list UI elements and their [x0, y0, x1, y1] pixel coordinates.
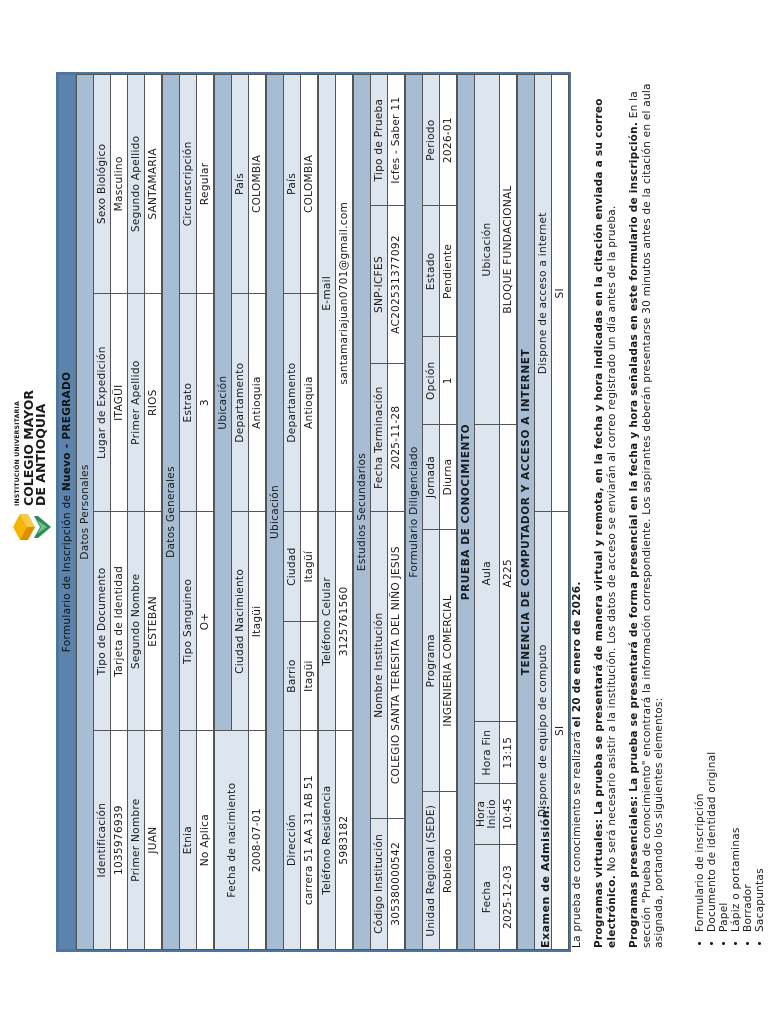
- label-period: Periodo: [423, 75, 440, 206]
- logo-line-2: COLEGIO MAYOR: [21, 390, 36, 506]
- value-program: INGENIERIA COMERCIAL: [440, 530, 457, 793]
- label-birth-country: País: [232, 75, 249, 294]
- value-period: 2026-01: [440, 75, 457, 206]
- label-neighborhood: Barrio: [284, 621, 301, 730]
- label-snp-icfes: SNP-ICFES: [371, 206, 388, 364]
- label-stratum: Estrato: [180, 293, 197, 512]
- value-identification: 1035976939: [111, 731, 128, 950]
- value-graduation-date: 2025-11-28: [388, 363, 405, 512]
- label-schedule: Jornada: [423, 425, 440, 530]
- value-birth-city: Itagüi: [249, 512, 266, 731]
- admission-heading: Examen de Admisión:: [539, 804, 552, 948]
- admission-intro-date: el 20 de enero de 2026.: [570, 581, 583, 728]
- value-school-code: 305380000542: [388, 818, 405, 949]
- form-title: [59, 75, 76, 950]
- label-mobile-phone: Teléfono Celular: [319, 512, 336, 731]
- required-items-list: [694, 68, 766, 948]
- value-has-computer: SI: [552, 512, 569, 950]
- label-home-phone: Teléfono Residencia: [319, 731, 336, 950]
- value-birth-country: COLOMBIA: [249, 75, 266, 294]
- value-city: Itagüí: [301, 512, 318, 621]
- section-header-residence: Ubicación: [267, 75, 284, 950]
- label-ethnicity: Etnia: [180, 731, 197, 950]
- label-birth-date: Fecha de nacimiento: [215, 731, 249, 950]
- label-first-surname: Primer Apellido: [128, 293, 145, 512]
- value-birth-date: 2008-07-01: [249, 731, 266, 950]
- knowledge-test-table: [457, 74, 517, 950]
- label-birth-department: Departamento: [232, 293, 249, 512]
- form-title-prefix: Formulario de Inscripción de: [61, 494, 73, 653]
- label-identification: Identificación: [94, 731, 111, 950]
- list-item: • Documento de identidad original: [706, 68, 718, 932]
- registration-form: [56, 72, 571, 952]
- label-status: Estado: [423, 206, 440, 337]
- list-item: • Papel: [718, 68, 730, 932]
- list-item: • Borrador: [742, 68, 754, 932]
- value-sex: Masculino: [111, 75, 128, 294]
- label-exam-room: Aula: [475, 425, 500, 723]
- value-country: COLOMBIA: [301, 75, 318, 294]
- label-birth-city: Ciudad Nacimiento: [232, 512, 249, 731]
- label-school-name: Nombre Institución: [371, 512, 388, 818]
- section-header-filled: Formulario Diligenciado: [406, 75, 423, 950]
- admission-onsite-text: En la sección "Prueba de conocimiento" encontrará la información correspondiente. Los aspirantes deberán presentarse 30 minutos antes de la citación en el aula asignada, portando los siguientes elementos:: [628, 83, 665, 948]
- section-header-birth-location: Ubicación: [215, 75, 232, 731]
- label-email: E-mail: [319, 75, 336, 513]
- admission-virtual-bold: Programas virtuales: La prueba se presentará de manera virtual y remota, en la fecha y hora indicadas en la citación enviada a su correo electrónico.: [593, 98, 618, 948]
- value-snp-icfes: AC202531377092: [388, 206, 405, 364]
- admission-virtual: [593, 68, 618, 948]
- logo-emblem-icon: [12, 512, 52, 542]
- secondary-studies-table: [353, 74, 405, 950]
- label-city: Ciudad: [284, 512, 301, 621]
- label-second-surname: Segundo Apellido: [128, 75, 145, 294]
- list-item: • Formulario de inscripción: [694, 68, 706, 932]
- admission-onsite-bold: Programas presenciales: La prueba se presentará de forma presencial en la fecha y hora señaladas en este formulario de inscripción.: [628, 121, 640, 948]
- label-first-name: Primer Nombre: [128, 731, 145, 950]
- label-issue-place: Lugar de Expedición: [94, 293, 111, 512]
- form-title-bold: Nuevo - PREGRADO: [61, 371, 73, 492]
- label-test-type: Tipo de Prueba: [371, 75, 388, 206]
- general-data-table: [162, 74, 214, 950]
- logo-line-3: DE ANTIOQUIA: [33, 403, 48, 506]
- value-department: Antioquia: [301, 293, 318, 512]
- form-title-table: [58, 74, 76, 950]
- label-regional-unit: Unidad Regional (SEDE): [423, 792, 440, 950]
- value-school-name: COLEGIO SANTA TERESITA DEL NIÑO JESUS: [388, 512, 405, 818]
- value-exam-date: 2025-12-03: [500, 845, 517, 950]
- label-second-name: Segundo Nombre: [128, 512, 145, 731]
- logo-line-1: INSTITUCIÓN UNIVERSITARIA: [14, 400, 21, 506]
- section-header-internet: TENENCIA DE COMPUTADOR Y ACCESO A INTERNET: [518, 75, 535, 950]
- value-home-phone: 5983182: [336, 731, 353, 950]
- admission-intro: [571, 68, 584, 948]
- value-second-surname: SANTAMARIA: [145, 75, 162, 294]
- admission-intro-text: La prueba de conocimiento se realizará: [570, 730, 583, 948]
- label-country: País: [284, 75, 301, 294]
- value-first-surname: RIOS: [145, 293, 162, 512]
- label-school-code: Código Institución: [371, 818, 388, 949]
- value-test-type: Icfes - Saber 11: [388, 75, 405, 206]
- label-option: Opción: [423, 337, 440, 425]
- label-circumscription: Circunscripción: [180, 75, 197, 294]
- label-department: Departamento: [284, 293, 301, 512]
- section-header-general: Datos Generales: [163, 75, 180, 950]
- value-exam-end: 13:15: [500, 722, 517, 783]
- value-mobile-phone: 3125761560: [336, 512, 353, 731]
- institution-logo: [12, 390, 58, 542]
- birth-location-table: [214, 74, 266, 950]
- value-second-name: ESTEBAN: [145, 512, 162, 731]
- section-header-secondary: Estudios Secundarios: [354, 75, 371, 950]
- value-issue-place: ITAGÜI: [111, 293, 128, 512]
- admission-virtual-text: No será necesario asistir a la institución. Los datos de acceso se enviarán al correo registrado un día antes de la prueba.: [605, 205, 618, 872]
- value-blood-type: O+: [197, 512, 214, 731]
- value-email: santamariajuan0701@gmail.com: [336, 75, 353, 513]
- filled-form-table: [405, 74, 457, 950]
- value-option: 1: [440, 337, 457, 425]
- value-address: carrera 51 AA 31 AB 51: [301, 731, 318, 950]
- value-neighborhood: Itagüi: [301, 621, 318, 730]
- value-circumscription: Regular: [197, 75, 214, 294]
- label-program: Programa: [423, 530, 440, 793]
- admission-exam-section: [540, 68, 766, 948]
- section-header-exam: PRUEBA DE CONOCIMIENTO: [458, 75, 475, 950]
- label-exam-end: Hora Fin: [475, 722, 500, 783]
- value-exam-location: BLOQUE FUNDACIONAL: [500, 75, 517, 425]
- label-address: Dirección: [284, 731, 301, 950]
- label-blood-type: Tipo Sanguineo: [180, 512, 197, 731]
- label-exam-start: Hora Inicio: [475, 783, 500, 844]
- label-sex: Sexo Biológico: [94, 75, 111, 294]
- value-exam-room: A225: [500, 425, 517, 723]
- label-has-internet: Dispone de acceso a internet: [535, 75, 552, 513]
- value-stratum: 3: [197, 293, 214, 512]
- value-schedule: Diurna: [440, 425, 457, 530]
- list-item: • Lápiz o portaminas: [730, 68, 742, 932]
- contact-table: [318, 74, 353, 950]
- value-first-name: JUAN: [145, 731, 162, 950]
- value-document-type: Tarjeta de Identidad: [111, 512, 128, 731]
- value-status: Pendiente: [440, 206, 457, 337]
- label-has-computer: Dispone de equipo de computo: [535, 512, 552, 950]
- value-has-internet: SI: [552, 75, 569, 513]
- admission-onsite: [628, 68, 666, 948]
- personal-data-table: [76, 74, 162, 950]
- residence-table: [266, 74, 318, 950]
- list-item: • Sacapuntas: [754, 68, 766, 932]
- value-birth-department: Antioquia: [249, 293, 266, 512]
- value-exam-start: 10:45: [500, 783, 517, 844]
- label-exam-date: Fecha: [475, 845, 500, 950]
- label-document-type: Tipo de Documento: [94, 512, 111, 731]
- value-regional-unit: Robledo: [440, 792, 457, 950]
- label-graduation-date: Fecha Terminación: [371, 363, 388, 512]
- section-header-personal: Datos Personales: [77, 75, 94, 950]
- label-exam-location: Ubicación: [475, 75, 500, 425]
- value-ethnicity: No Aplica: [197, 731, 214, 950]
